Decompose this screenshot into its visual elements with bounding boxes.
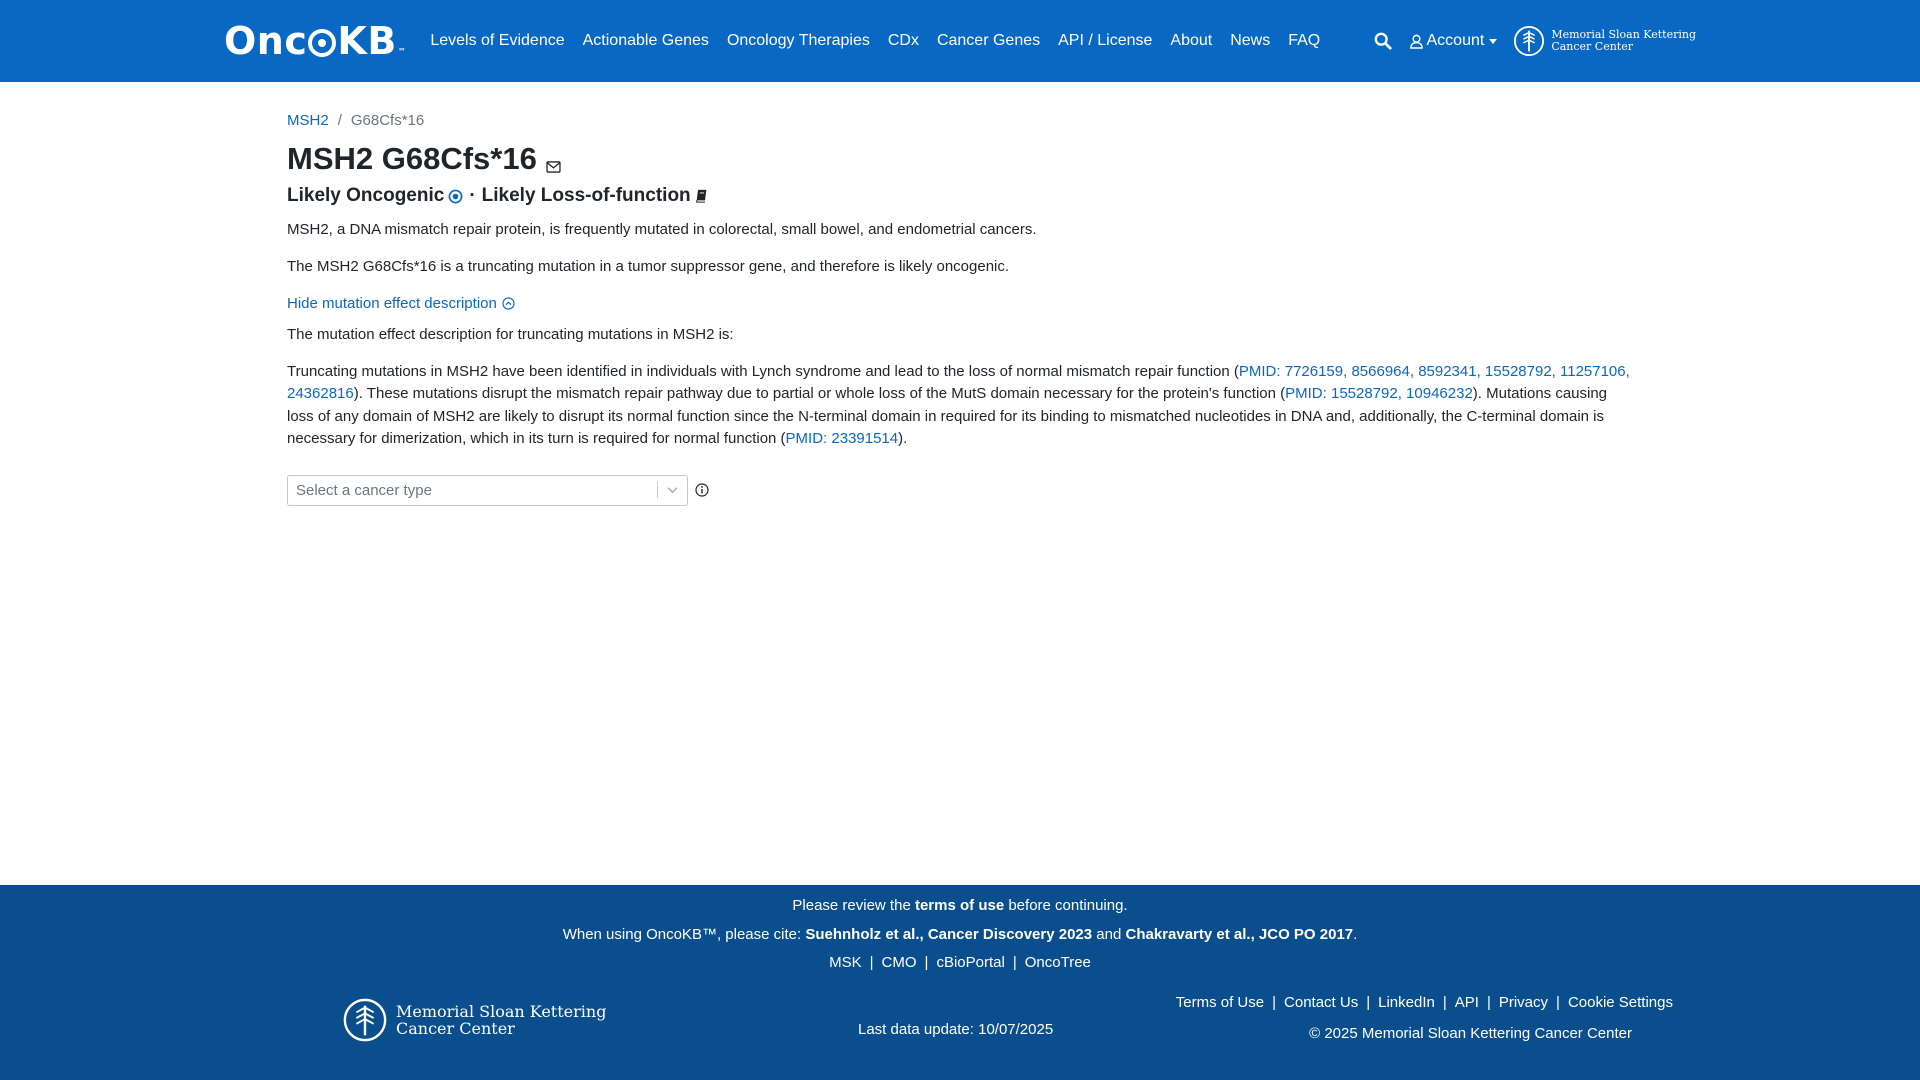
mutation-effect-intro: The mutation effect description for truncating mutations in MSH2 is: bbox=[287, 326, 734, 343]
citation-link-1[interactable]: Suehnholz et al., Cancer Discovery 2023 bbox=[805, 926, 1093, 943]
footer-citation bbox=[0, 926, 1920, 943]
footer-external-links bbox=[0, 954, 1920, 971]
page-title: MSH2 G68Cfs*16 bbox=[287, 141, 537, 176]
variant-summary: The MSH2 G68Cfs*16 is a truncating mutation in a tumor suppressor gene, and therefore is likely oncogenic. bbox=[287, 257, 1010, 275]
cancer-type-select-row bbox=[287, 475, 1637, 506]
oncogenic-target-icon[interactable] bbox=[448, 189, 463, 204]
msk-nav-logo[interactable] bbox=[1513, 25, 1696, 57]
toggle-label: Hide mutation effect description bbox=[287, 295, 497, 312]
hide-mutation-effect-toggle[interactable] bbox=[287, 295, 1637, 312]
envelope-icon[interactable] bbox=[546, 161, 561, 173]
pipe-divider: | bbox=[1556, 994, 1560, 1011]
logo-text-end: KB bbox=[337, 19, 397, 63]
oncokb-logo[interactable] bbox=[224, 19, 406, 63]
citation-link-2[interactable]: Chakravarty et al., JCO PO 2017 bbox=[1125, 926, 1354, 943]
description-text-4: ). bbox=[898, 430, 908, 447]
footer-msk-line2: Cancer Center bbox=[396, 1019, 515, 1038]
footer-msk-logo[interactable] bbox=[342, 996, 606, 1044]
pmid-link-3[interactable]: PMID: 23391514 bbox=[785, 430, 899, 447]
footer-privacy[interactable]: Privacy bbox=[1498, 994, 1549, 1011]
pmid-link-1[interactable]: PMID: 7726159, 8566964, 8592341, 15528792, 11257106, 24362816 bbox=[287, 362, 1630, 402]
terms-of-use-link[interactable]: terms of use bbox=[914, 897, 1005, 914]
description-text-1: Truncating mutations in MSH2 have been identified in individuals with Lynch syndrome and lead to the loss of normal mismatch repair function ( bbox=[287, 362, 1239, 380]
pipe-divider: | bbox=[869, 954, 874, 971]
nav-cdx[interactable]: CDx bbox=[887, 32, 919, 49]
nav-api-license[interactable]: API / License bbox=[1058, 32, 1153, 49]
logo-trademark: ™ bbox=[397, 47, 407, 56]
nav-about[interactable]: About bbox=[1170, 32, 1213, 49]
footer-link-oncotree[interactable]: OncoTree bbox=[1024, 954, 1091, 971]
pmid-link-2[interactable]: PMID: 15528792, 10946232 bbox=[1285, 385, 1473, 402]
footer-cookie-settings[interactable]: Cookie Settings bbox=[1567, 994, 1673, 1011]
book-icon[interactable] bbox=[695, 189, 708, 203]
msk-nav-line2: Cancer Center bbox=[1551, 40, 1633, 53]
info-icon[interactable] bbox=[695, 483, 709, 497]
footer-terms-of-use[interactable]: Terms of Use bbox=[1175, 994, 1265, 1011]
citation-post: . bbox=[1353, 926, 1358, 943]
chevron-down-icon bbox=[666, 486, 679, 495]
footer-contact-us[interactable]: Contact Us bbox=[1284, 994, 1359, 1011]
oncogenicity-row bbox=[287, 185, 1637, 207]
pipe-divider: | bbox=[1442, 994, 1447, 1011]
breadcrumb-gene-link[interactable]: MSH2 bbox=[287, 112, 329, 129]
footer-msk-line1: Memorial Sloan Kettering bbox=[396, 1002, 607, 1021]
footer-link-cmo[interactable]: CMO bbox=[881, 954, 917, 971]
footer bbox=[0, 885, 1920, 1080]
nav-right bbox=[1374, 25, 1697, 57]
msk-logo-icon bbox=[342, 996, 388, 1044]
breadcrumb-separator: / bbox=[337, 112, 342, 129]
nav-news[interactable]: News bbox=[1230, 32, 1271, 49]
citation-and: and bbox=[1092, 926, 1126, 943]
top-navbar bbox=[0, 0, 1920, 82]
breadcrumb bbox=[287, 112, 1637, 129]
description-text-3: ). Mutations causing loss of any domain of MSH2 are likely to disrupt its normal function since the N-terminal domain in required for its binding to mismatched nucleotides in DNA and, additionally, the C-terminal domain is necessary for dimerization, which in its turn is required for normal function ( bbox=[287, 385, 1608, 447]
chevron-down-icon bbox=[1489, 39, 1497, 44]
msk-nav-text bbox=[1551, 29, 1696, 53]
chevron-up-circle-icon bbox=[502, 297, 515, 310]
logo-target-icon bbox=[308, 29, 336, 57]
main-content bbox=[287, 82, 1637, 506]
account-label: Account bbox=[1426, 32, 1485, 49]
pipe-divider: | bbox=[1272, 994, 1277, 1011]
footer-api[interactable]: API bbox=[1454, 994, 1479, 1011]
title-row bbox=[287, 141, 1637, 177]
footer-link-msk[interactable]: MSK bbox=[829, 954, 862, 971]
account-dropdown[interactable] bbox=[1410, 32, 1498, 50]
nav-cancer-genes[interactable]: Cancer Genes bbox=[936, 32, 1041, 49]
description-text-2: ). These mutations disrupt the mismatch repair pathway due to partial or whole loss of the MutS domain necessary for the protein's function ( bbox=[353, 385, 1286, 402]
nav-links bbox=[430, 32, 1338, 50]
citation-pre: When using OncoKB™, please cite: bbox=[562, 926, 806, 943]
cancer-type-placeholder: Select a cancer type bbox=[296, 481, 432, 499]
gene-summary: MSH2, a DNA mismatch repair protein, is frequently mutated in colorectal, small bowel, and endometrial cancers. bbox=[287, 221, 1037, 238]
oncogenicity-label: Likely Oncogenic bbox=[287, 185, 445, 206]
last-data-update: Last data update: 10/07/2025 bbox=[858, 1021, 1054, 1038]
pipe-divider: | bbox=[924, 954, 929, 971]
footer-terms-notice bbox=[0, 897, 1920, 914]
breadcrumb-current: G68Cfs*16 bbox=[350, 112, 425, 129]
nav-levels-of-evidence[interactable]: Levels of Evidence bbox=[430, 32, 565, 49]
nav-oncology-therapies[interactable]: Oncology Therapies bbox=[726, 32, 870, 49]
footer-msk-text bbox=[396, 1003, 606, 1037]
pipe-divider: | bbox=[1486, 994, 1491, 1011]
search-icon[interactable] bbox=[1374, 32, 1392, 50]
separator-dot: · bbox=[469, 185, 476, 206]
pipe-divider: | bbox=[1012, 954, 1017, 971]
mutation-effect-description bbox=[287, 361, 1637, 451]
copyright: © 2025 Memorial Sloan Kettering Cancer Center bbox=[1309, 1025, 1632, 1042]
footer-link-cbioportal[interactable]: cBioPortal bbox=[936, 954, 1005, 971]
user-icon bbox=[1410, 34, 1423, 49]
footer-policy-links bbox=[1176, 994, 1673, 1011]
cancer-type-select[interactable] bbox=[287, 475, 688, 506]
nav-faq[interactable]: FAQ bbox=[1288, 32, 1321, 49]
msk-logo-icon bbox=[1513, 25, 1545, 57]
msk-nav-line1: Memorial Sloan Kettering bbox=[1551, 28, 1696, 41]
terms-notice-pre: Please review the bbox=[792, 897, 915, 914]
logo-text-start: Onc bbox=[224, 19, 308, 63]
terms-notice-post: before continuing. bbox=[1004, 897, 1128, 914]
pipe-divider: | bbox=[1366, 994, 1371, 1011]
select-divider bbox=[657, 482, 658, 498]
nav-actionable-genes[interactable]: Actionable Genes bbox=[582, 32, 709, 49]
footer-linkedin[interactable]: LinkedIn bbox=[1378, 994, 1435, 1011]
mutation-effect-label: Likely Loss-of-function bbox=[481, 185, 691, 206]
